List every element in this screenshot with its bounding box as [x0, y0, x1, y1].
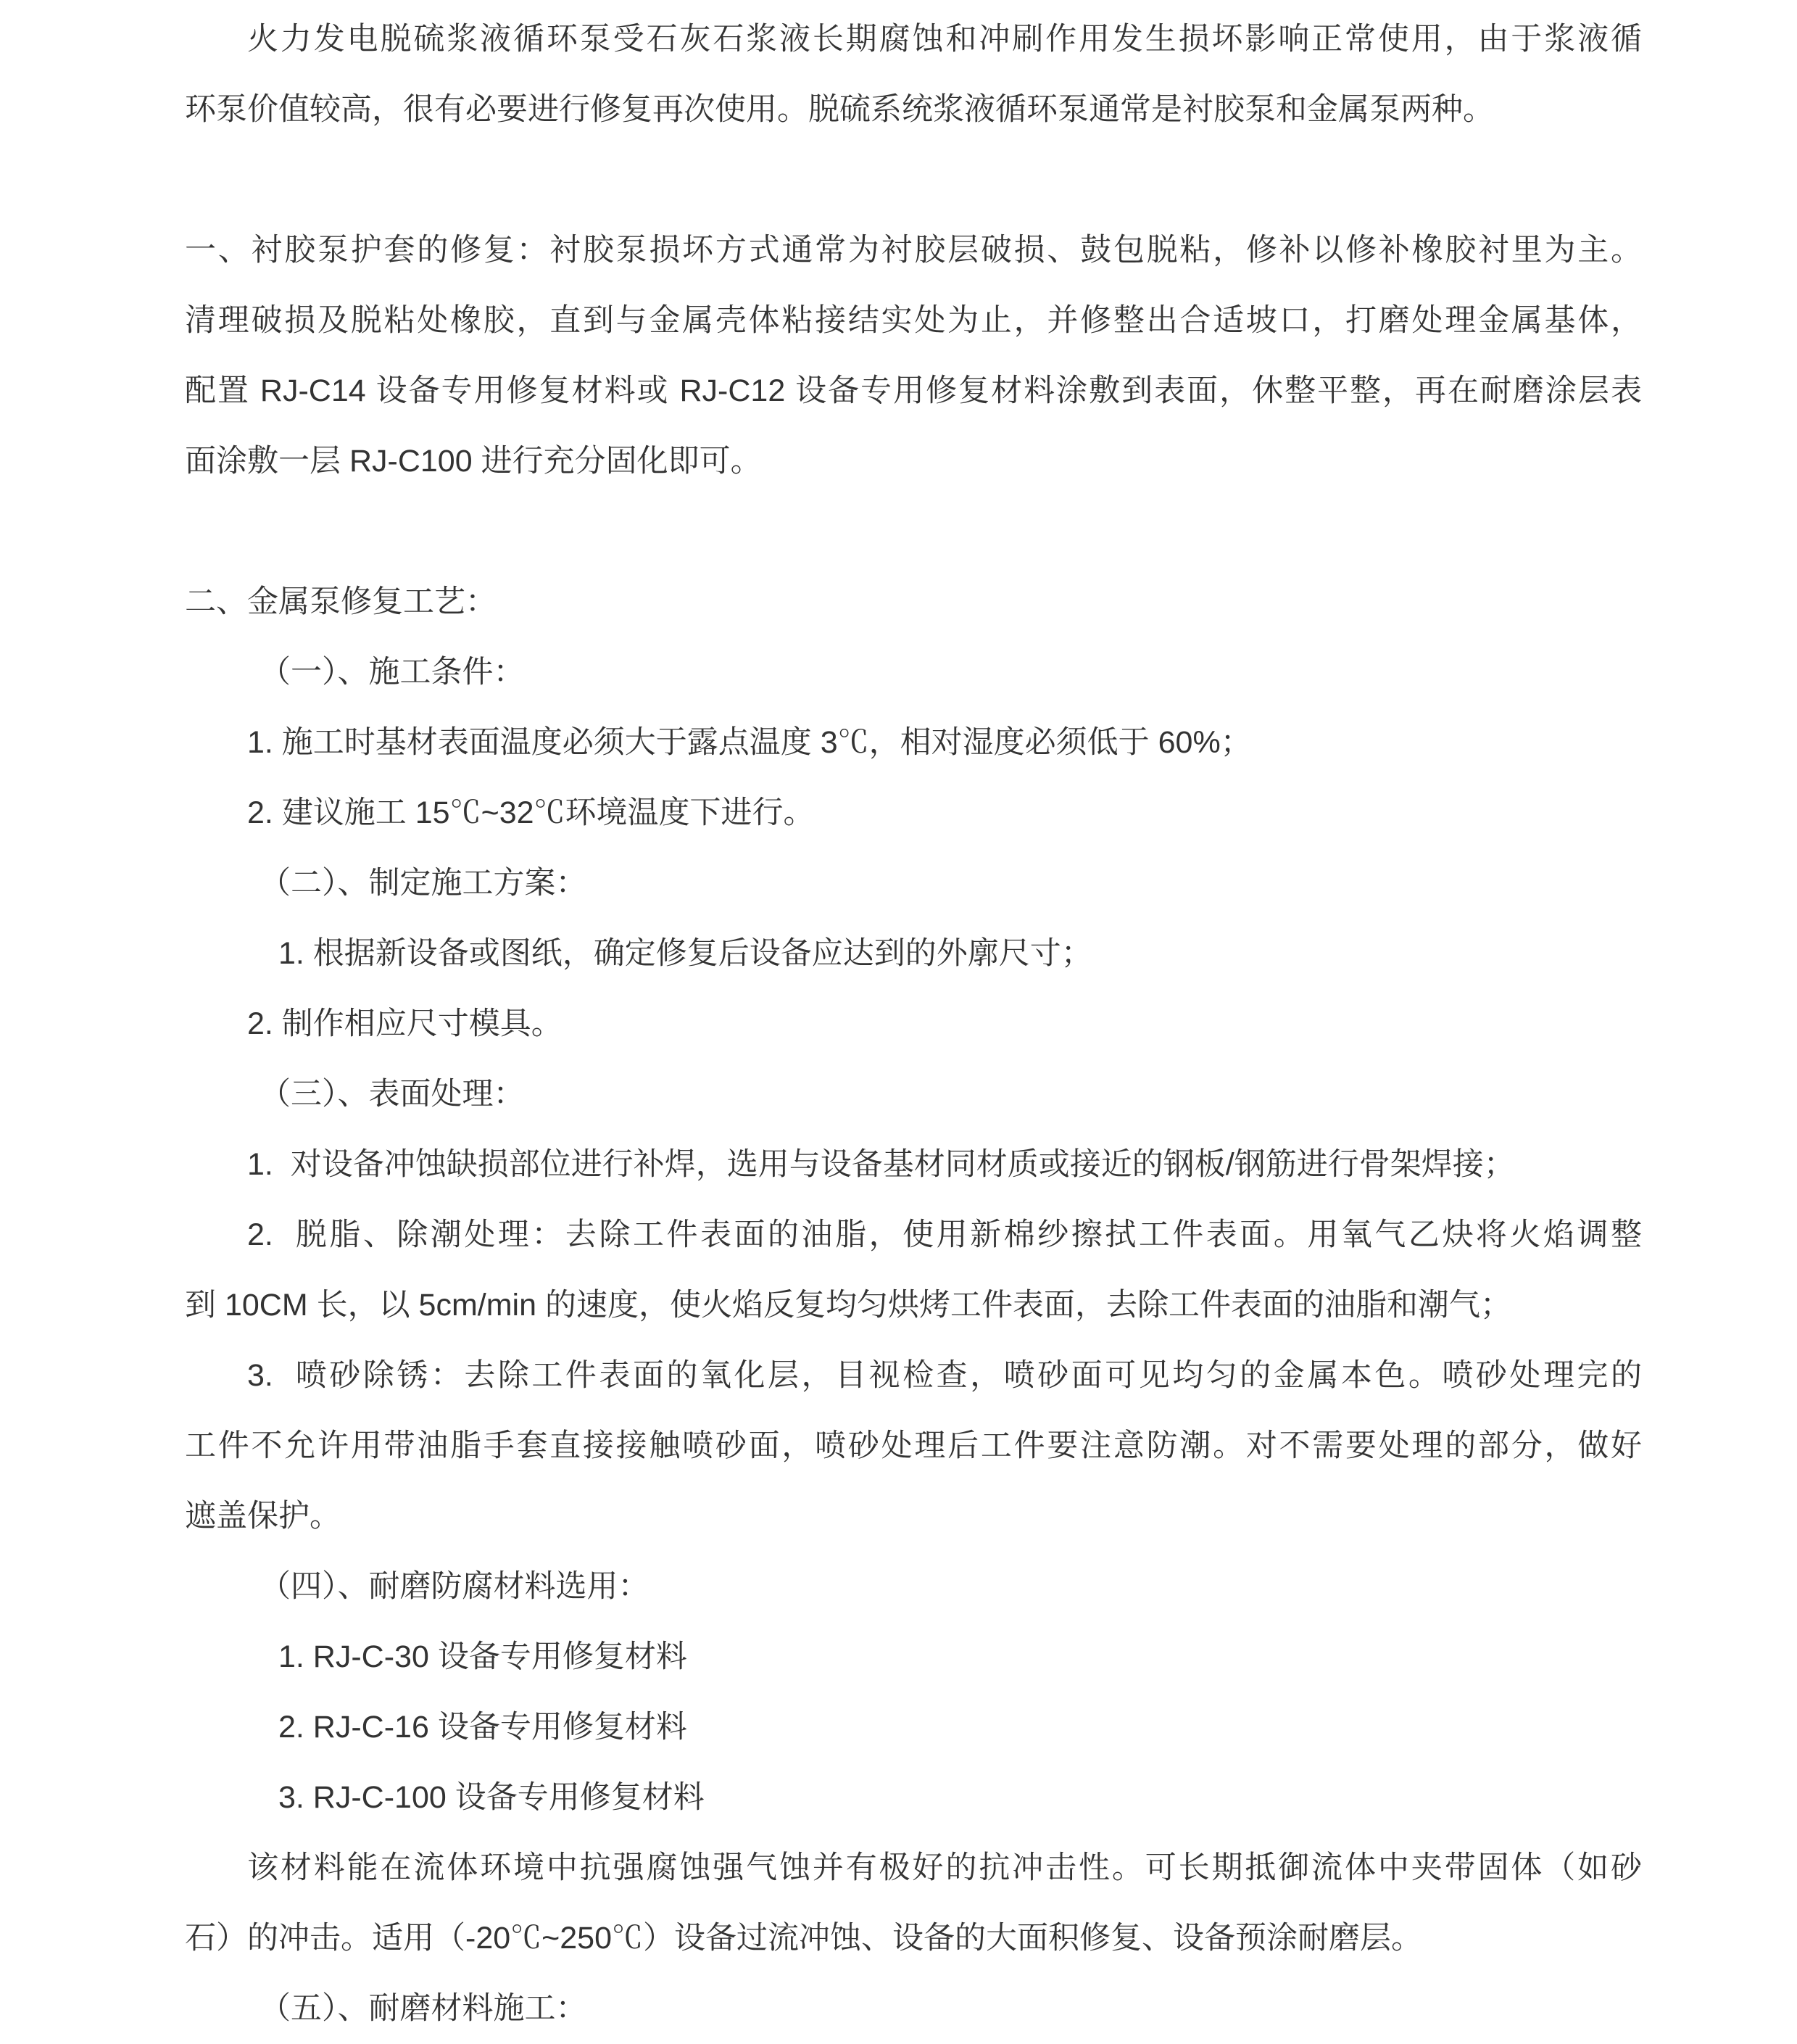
text-line: （四）、耐磨防腐材料选用： — [260, 1569, 650, 1604]
text-line: 3. 喷砂除锈：去除工件表面的氧化层，目视检查，喷砂面可见均匀的金属本色。喷砂处理完的 — [247, 1358, 1642, 1393]
text-line — [185, 497, 1642, 567]
text-line: 1. RJ-C-30 设备专用修复材料 — [278, 1639, 687, 1674]
text-line: 配置 RJ-C14 设备专用修复材料或 RJ-C12 设备专用修复材料涂敷到表面，休整平整，再在耐磨涂层表 — [185, 373, 1642, 408]
text-line: （一）、施工条件： — [260, 655, 525, 690]
text-line: 该材料能在流体环境中抗强腐蚀强气蚀并有极好的抗冲击性。可长期抵御流体中夹带固体（如砂 — [247, 1850, 1642, 1885]
text-line: 一、衬胶泵护套的修复：衬胶泵损坏方式通常为衬胶层破损、鼓包脱粘，修补以修补橡胶衬里为主。 — [185, 233, 1642, 268]
text-line: （五）、耐磨材料施工： — [260, 1991, 587, 2026]
text-line: 3. RJ-C-100 设备专用修复材料 — [278, 1780, 705, 1815]
text-line: 1. 施工时基材表面温度必须大于露点温度 3℃，相对湿度必须低于 60%； — [247, 725, 1252, 760]
document-body — [185, 4, 1642, 2044]
text-line: 清理破损及脱粘处橡胶，直到与金属壳体粘接结实处为止，并修整出合适坡口，打磨处理金属基体， — [185, 303, 1642, 338]
text-line: （三）、表面处理： — [260, 1077, 525, 1112]
text-line: 火力发电脱硫浆液循环泵受石灰石浆液长期腐蚀和冲刷作用发生损坏影响正常使用，由于浆液循 — [247, 22, 1642, 57]
text-line: 面涂敷一层 RJ-C100 进行充分固化即可。 — [185, 444, 762, 479]
text-line: 2. 脱脂、除潮处理：去除工件表面的油脂，使用新棉纱擦拭工件表面。用氧气乙炔将火焰调整 — [247, 1217, 1642, 1252]
text-line: 2. 制作相应尺寸模具。 — [247, 1006, 563, 1041]
text-line: 遮盖保护。 — [185, 1499, 341, 1534]
text-line: 环泵价值较高，很有必要进行修复再次使用。脱硫系统浆液循环泵通常是衬胶泵和金属泵两种。 — [185, 92, 1494, 127]
text-line: 1. 对设备冲蚀缺损部位进行补焊，选用与设备基材同材质或接近的钢板/钢筋进行骨架焊接； — [247, 1147, 1515, 1182]
text-line: 1. 根据新设备或图纸，确定修复后设备应达到的外廓尺寸； — [278, 936, 1092, 971]
text-line: 二、金属泵修复工艺： — [185, 584, 497, 619]
text-line — [185, 145, 1642, 215]
text-line: 到 10CM 长，以 5cm/min 的速度，使火焰反复均匀烘烤工件表面，去除工件表面的油脂和潮气； — [185, 1288, 1511, 1323]
text-line: 工件不允许用带油脂手套直接接触喷砂面，喷砂处理后工件要注意防潮。对不需要处理的部分，做好 — [185, 1428, 1642, 1463]
text-line: （二）、制定施工方案： — [260, 866, 587, 901]
text-line: 2. 建议施工 15℃~32℃环境温度下进行。 — [247, 795, 815, 830]
text-line: 2. RJ-C-16 设备专用修复材料 — [278, 1710, 687, 1745]
text-line: 石）的冲击。适用（-20℃~250℃）设备过流冲蚀、设备的大面积修复、设备预涂耐磨层。 — [185, 1921, 1423, 1956]
